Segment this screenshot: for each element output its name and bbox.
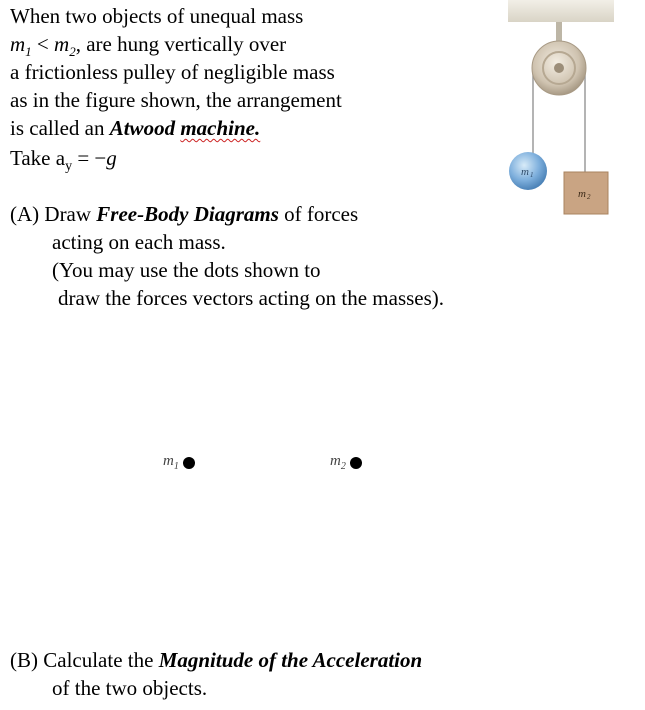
g-symbol: g [106, 146, 117, 170]
m2-dot-group [330, 453, 362, 472]
part-b-bold: Magnitude of the Acceleration [158, 648, 423, 672]
part-a-line-2: acting on each mass. [52, 230, 226, 254]
m2-dot[interactable] [350, 457, 362, 469]
intro-line-1: When two objects of unequal mass [10, 4, 304, 28]
m2-symbol: $m_2$ [54, 32, 76, 60]
m2-box-label: m [578, 188, 586, 200]
atwood-word: Atwood [109, 116, 176, 140]
intro-line-2-rest: , are hung vertically over [75, 32, 287, 56]
m2-box [564, 172, 608, 214]
m1-ball-sub: 1 [530, 171, 534, 179]
less-than: < [31, 32, 55, 56]
machine-word: machine. [180, 116, 261, 140]
m1-symbol: $m_1$ [10, 32, 32, 60]
part-a-line-3: (You may use the dots shown to [52, 258, 321, 282]
take-eq: = − [72, 146, 107, 170]
part-a-post: of forces [278, 202, 359, 226]
m2-dot-label: $m_2$ [330, 453, 346, 472]
intro-line-3: a frictionless pulley of negligible mass [10, 60, 335, 84]
take-ay-line [10, 144, 117, 181]
take-pre: Take a [10, 146, 66, 170]
m1-dot-group [163, 453, 195, 472]
m1-dot-label: $m_1$ [163, 453, 179, 472]
m1-dot[interactable] [183, 457, 195, 469]
intro-line-4: as in the figure shown, the arrangement [10, 88, 342, 112]
part-b-pre: (B) Calculate the [10, 648, 159, 672]
atwood-machine-figure [500, 0, 630, 230]
part-a-bold: Free-Body Diagrams [96, 202, 279, 226]
part-a-line-4: draw the forces vectors acting on the masses). [58, 286, 445, 310]
take-sub: y [65, 159, 73, 175]
part-b-line-1 [10, 646, 422, 674]
pulley-axle [554, 63, 564, 73]
part-a-line-1 [10, 200, 358, 228]
ceiling [508, 0, 614, 22]
intro-line-5-pre: is called an [10, 116, 110, 140]
intro-line-5 [10, 114, 260, 142]
m1-ball-label: m [521, 166, 529, 178]
m2-box-sub: 2 [587, 193, 591, 201]
part-a-pre: (A) Draw [10, 202, 97, 226]
part-b-line-2: of the two objects. [52, 676, 208, 700]
